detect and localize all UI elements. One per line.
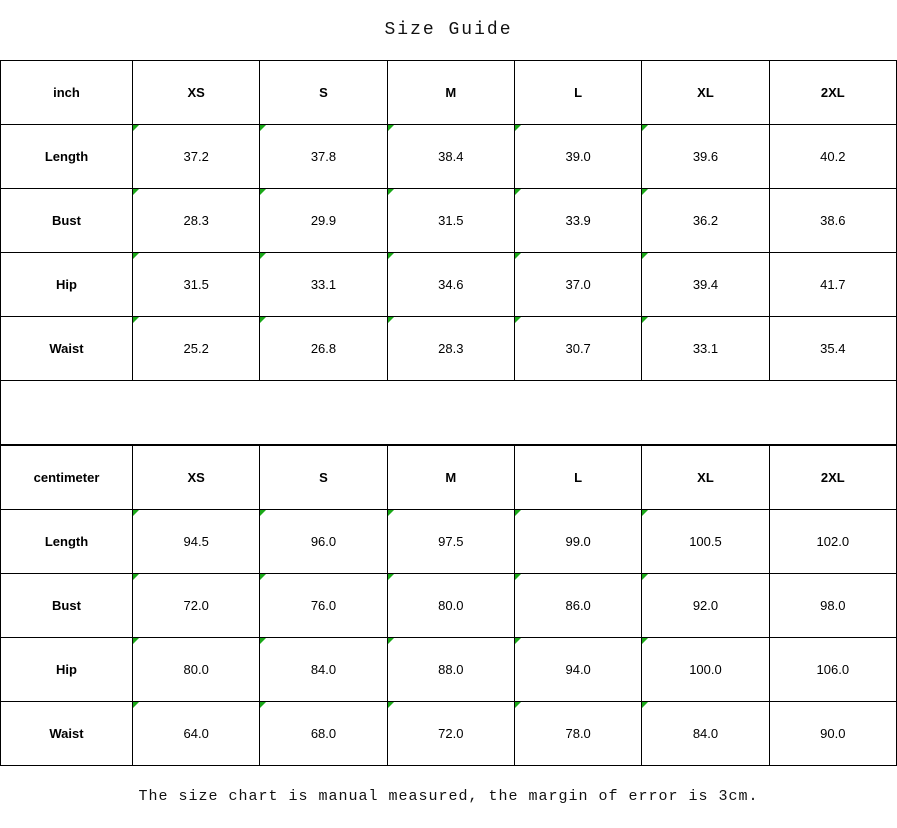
- size-header-s: S: [260, 61, 387, 125]
- cell-value: 106.0: [769, 638, 896, 702]
- cell-value: 76.0: [260, 574, 387, 638]
- cell-value: 25.2: [133, 317, 260, 381]
- size-header-l: L: [514, 61, 641, 125]
- cell-value: 33.1: [642, 317, 769, 381]
- table-row: [1, 253, 897, 317]
- cell-value: 40.2: [769, 125, 896, 189]
- cell-value: 26.8: [260, 317, 387, 381]
- cell-value: 39.0: [514, 125, 641, 189]
- table-row: [1, 638, 897, 702]
- size-header-m: M: [387, 446, 514, 510]
- cell-value: 86.0: [514, 574, 641, 638]
- cell-value: 37.8: [260, 125, 387, 189]
- cell-value: 36.2: [642, 189, 769, 253]
- unit-label-centimeter: centimeter: [1, 446, 133, 510]
- cell-value: 80.0: [387, 574, 514, 638]
- cell-value: 97.5: [387, 510, 514, 574]
- size-header-xl: XL: [642, 446, 769, 510]
- table-row: [1, 317, 897, 381]
- cell-value: 72.0: [387, 702, 514, 766]
- size-header-xl: XL: [642, 61, 769, 125]
- size-header-2xl: 2XL: [769, 61, 896, 125]
- table-spacer-cell: [1, 381, 897, 445]
- cell-value: 33.9: [514, 189, 641, 253]
- size-header-l: L: [514, 446, 641, 510]
- cell-value: 88.0: [387, 638, 514, 702]
- cell-value: 41.7: [769, 253, 896, 317]
- size-header-s: S: [260, 446, 387, 510]
- cell-value: 39.6: [642, 125, 769, 189]
- cell-value: 64.0: [133, 702, 260, 766]
- cell-value: 37.2: [133, 125, 260, 189]
- footer-note: The size chart is manual measured, the margin of error is 3cm.: [138, 788, 759, 805]
- table-row: [1, 574, 897, 638]
- cell-value: 72.0: [133, 574, 260, 638]
- cell-value: 78.0: [514, 702, 641, 766]
- cell-value: 35.4: [769, 317, 896, 381]
- cell-value: 90.0: [769, 702, 896, 766]
- table-row: [1, 189, 897, 253]
- table-spacer-row: [1, 381, 897, 445]
- size-table-inch: [0, 60, 897, 445]
- cell-value: 38.4: [387, 125, 514, 189]
- row-label-waist: Waist: [1, 702, 133, 766]
- row-label-waist: Waist: [1, 317, 133, 381]
- table-header-row: [1, 446, 897, 510]
- cell-value: 100.5: [642, 510, 769, 574]
- page-title: Size Guide: [384, 20, 513, 40]
- size-header-xs: XS: [133, 61, 260, 125]
- cell-value: 28.3: [387, 317, 514, 381]
- cell-value: 100.0: [642, 638, 769, 702]
- cell-value: 37.0: [514, 253, 641, 317]
- cell-value: 92.0: [642, 574, 769, 638]
- cell-value: 31.5: [133, 253, 260, 317]
- table-row: [1, 702, 897, 766]
- unit-label-inch: inch: [1, 61, 133, 125]
- size-table-centimeter: [0, 445, 897, 766]
- cell-value: 80.0: [133, 638, 260, 702]
- cell-value: 33.1: [260, 253, 387, 317]
- cell-value: 84.0: [260, 638, 387, 702]
- cell-value: 68.0: [260, 702, 387, 766]
- row-label-length: Length: [1, 510, 133, 574]
- cell-value: 99.0: [514, 510, 641, 574]
- cell-value: 84.0: [642, 702, 769, 766]
- cell-value: 39.4: [642, 253, 769, 317]
- cell-value: 98.0: [769, 574, 896, 638]
- row-label-hip: Hip: [1, 253, 133, 317]
- size-table-inch-body: [1, 61, 897, 445]
- cell-value: 94.0: [514, 638, 641, 702]
- cell-value: 96.0: [260, 510, 387, 574]
- table-row: [1, 510, 897, 574]
- cell-value: 28.3: [133, 189, 260, 253]
- cell-value: 102.0: [769, 510, 896, 574]
- row-label-bust: Bust: [1, 189, 133, 253]
- cell-value: 34.6: [387, 253, 514, 317]
- size-header-2xl: 2XL: [769, 446, 896, 510]
- row-label-bust: Bust: [1, 574, 133, 638]
- cell-value: 38.6: [769, 189, 896, 253]
- row-label-length: Length: [1, 125, 133, 189]
- cell-value: 30.7: [514, 317, 641, 381]
- cell-value: 94.5: [133, 510, 260, 574]
- table-header-row: [1, 61, 897, 125]
- cell-value: 29.9: [260, 189, 387, 253]
- table-row: [1, 125, 897, 189]
- size-table-centimeter-body: [1, 446, 897, 766]
- size-header-m: M: [387, 61, 514, 125]
- size-header-xs: XS: [133, 446, 260, 510]
- cell-value: 31.5: [387, 189, 514, 253]
- row-label-hip: Hip: [1, 638, 133, 702]
